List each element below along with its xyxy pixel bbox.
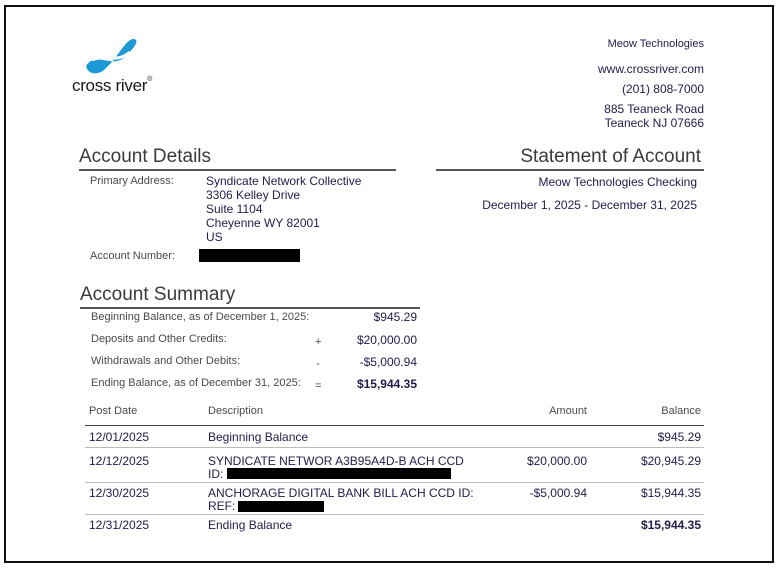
col-header-balance: Balance (661, 405, 701, 417)
cross-river-logo-mark-icon (82, 36, 144, 76)
account-summary-heading: Account Summary (80, 284, 236, 305)
company-address-line1: 885 Teaneck Road (604, 102, 704, 116)
summary-amount: $945.29 (373, 310, 417, 324)
summary-amount: $20,000.00 (356, 333, 417, 347)
row-divider (85, 482, 704, 483)
statement-account-name: Meow Technologies Checking (538, 175, 697, 189)
account-details-heading: Account Details (79, 146, 212, 167)
row-amount: -$5,000.94 (529, 486, 587, 500)
row-balance: $15,944.35 (640, 486, 701, 500)
address-line: Suite 1104 (206, 202, 263, 216)
col-header-amount: Amount (549, 405, 587, 417)
statement-heading: Statement of Account (520, 146, 701, 167)
col-header-post-date: Post Date (89, 405, 138, 417)
summary-sign: - (316, 358, 320, 370)
primary-address-label: Primary Address: (90, 175, 174, 187)
address-line: 3306 Kelley Drive (206, 188, 301, 202)
row-date: 12/30/2025 (89, 486, 150, 500)
summary-label: Deposits and Other Credits: (91, 333, 227, 345)
primary-address (206, 174, 361, 244)
statement-rule (436, 169, 704, 171)
table-header-rule (85, 425, 704, 426)
row-balance: $945.29 (657, 430, 701, 444)
summary-label: Withdrawals and Other Debits: (91, 355, 241, 367)
row-date: 12/12/2025 (89, 454, 150, 468)
summary-label: Ending Balance, as of December 31, 2025: (91, 377, 301, 389)
address-line: Syndicate Network Collective (206, 174, 362, 188)
account-number-redacted (199, 249, 300, 262)
company-website: www.crossriver.com (597, 62, 704, 76)
summary-amount: $15,944.35 (356, 377, 417, 391)
logo-text: cross river (72, 76, 148, 95)
row-divider (85, 514, 704, 515)
row-amount: $20,000.00 (526, 454, 587, 468)
summary-amount: -$5,000.94 (359, 355, 417, 369)
company-name: Meow Technologies (607, 38, 704, 50)
address-line: US (206, 230, 223, 244)
row-description: Ending Balance (208, 518, 293, 532)
row-date: 12/31/2025 (89, 518, 150, 532)
redacted-ref (238, 501, 324, 512)
row-description: Beginning Balance (208, 430, 309, 444)
col-header-description: Description (208, 405, 264, 417)
account-number-label: Account Number: (90, 250, 175, 262)
row-description: SYNDICATE NETWOR A3B95A4D-B ACH CCD (208, 454, 464, 468)
summary-sign: = (315, 380, 322, 392)
row-date: 12/01/2025 (89, 430, 150, 444)
account-details-rule (79, 169, 396, 171)
row-description: ANCHORAGE DIGITAL BANK BILL ACH CCD ID: (208, 486, 474, 500)
summary-label: Beginning Balance, as of December 1, 2025: (91, 311, 310, 323)
account-summary-rule (80, 307, 420, 309)
row-divider (85, 447, 704, 448)
row-balance: $20,945.29 (640, 454, 701, 468)
company-address-line2: Teaneck NJ 07666 (604, 116, 704, 130)
row-description-line2: ID: (208, 467, 224, 481)
row-description-line2: REF: (208, 499, 236, 513)
address-line: Cheyenne WY 82001 (206, 216, 320, 230)
redacted-id (227, 468, 451, 479)
summary-sign: + (315, 336, 322, 348)
company-phone: (201) 808-7000 (621, 82, 704, 96)
statement-period: December 1, 2025 - December 31, 2025 (482, 198, 697, 212)
logo-registered-mark: ® (147, 76, 152, 83)
row-balance: $15,944.35 (640, 518, 701, 532)
